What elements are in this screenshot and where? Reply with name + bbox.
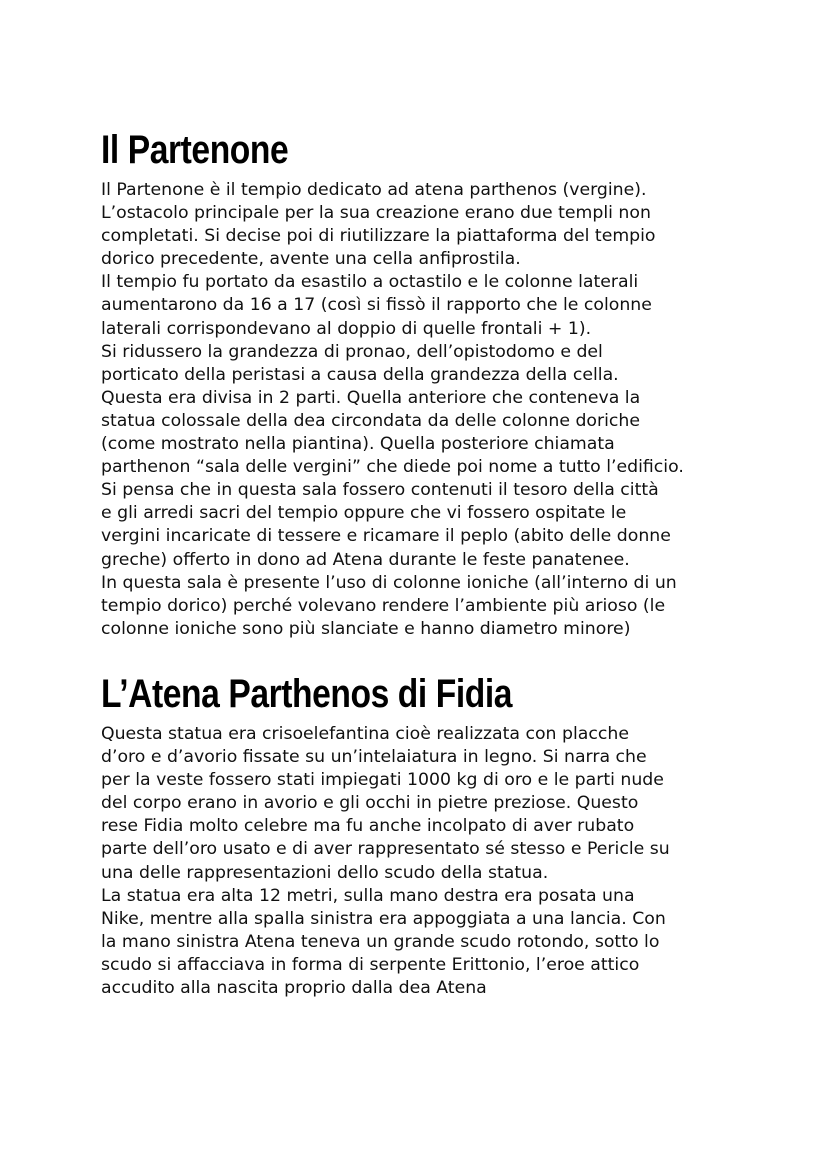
text-line: vergini incaricate di tessere e ricamare il peplo (abito delle donne: [101, 526, 671, 547]
text-line: la mano sinistra Atena teneva un grande scudo rotondo, sotto lo: [101, 931, 660, 952]
text-line: parte dell’oro usato e di aver rappresentato sé stesso e Pericle su: [101, 839, 670, 860]
text-line: e gli arredi sacri del tempio oppure che vi fossero ospitate le: [101, 503, 627, 524]
text-line: L’ostacolo principale per la sua creazione erano due templi non: [101, 203, 651, 224]
text-line: Questa era divisa in 2 parti. Quella anteriore che conteneva la: [101, 387, 641, 408]
section-title-partenone: Il Partenone: [101, 128, 289, 172]
text-line: colonne ioniche sono più slanciate e hanno diametro minore): [101, 618, 631, 639]
text-line: Si ridussero la grandezza di pronao, dell’opistodomo e del: [101, 341, 603, 362]
text-line: porticato della peristasi a causa della grandezza della cella.: [101, 364, 619, 385]
text-line: aumentarono da 16 a 17 (così si fissò il rapporto che le colonne: [101, 295, 652, 316]
text-line: laterali corrispondevano al doppio di quelle frontali + 1).: [101, 318, 592, 339]
text-line: completati. Si decise poi di riutilizzare la piattaforma del tempio: [101, 226, 656, 247]
text-line: del corpo erano in avorio e gli occhi in pietre preziose. Questo: [101, 793, 639, 814]
text-line: parthenon “sala delle vergini” che diede poi nome a tutto l’edificio.: [101, 457, 684, 478]
text-line: Nike, mentre alla spalla sinistra era appoggiata a una lancia. Con: [101, 908, 666, 929]
text-line: per la veste fossero stati impiegati 1000 kg di oro e le parti nude: [101, 770, 664, 791]
section-body-partenone: [101, 179, 684, 641]
text-line: una delle rappresentazioni dello scudo della statua.: [101, 862, 549, 883]
section-title-atena-parthenos: L’Atena Parthenos di Fidia: [101, 672, 513, 716]
text-line: La statua era alta 12 metri, sulla mano destra era posata una: [101, 885, 635, 906]
section-body-atena-parthenos: [101, 723, 670, 1000]
text-line: tempio dorico) perché volevano rendere l’ambiente più arioso (le: [101, 595, 666, 616]
text-line: greche) offerto in dono ad Atena durante le feste panatenee.: [101, 549, 630, 570]
text-line: (come mostrato nella piantina). Quella posteriore chiamata: [101, 434, 615, 455]
text-line: scudo si affacciava in forma di serpente Erittonio, l’eroe attico: [101, 954, 640, 975]
text-line: dorico precedente, avente una cella anfiprostila.: [101, 249, 521, 270]
text-line: Il Partenone è il tempio dedicato ad atena parthenos (vergine).: [101, 180, 647, 200]
text-line: Si pensa che in questa sala fossero contenuti il tesoro della città: [101, 480, 659, 501]
text-line: Questa statua era crisoelefantina cioè realizzata con placche: [101, 724, 629, 744]
text-line: rese Fidia molto celebre ma fu anche incolpato di aver rubato: [101, 816, 635, 837]
text-line: accudito alla nascita proprio dalla dea Atena: [101, 978, 487, 999]
text-line: d’oro e d’avorio fissate su un’intelaiatura in legno. Si narra che: [101, 747, 647, 768]
text-line: Il tempio fu portato da esastilo a octastilo e le colonne laterali: [101, 272, 639, 293]
text-line: statua colossale della dea circondata da delle colonne doriche: [101, 410, 640, 431]
text-line: In questa sala è presente l’uso di colonne ioniche (all’interno di un: [101, 572, 677, 593]
